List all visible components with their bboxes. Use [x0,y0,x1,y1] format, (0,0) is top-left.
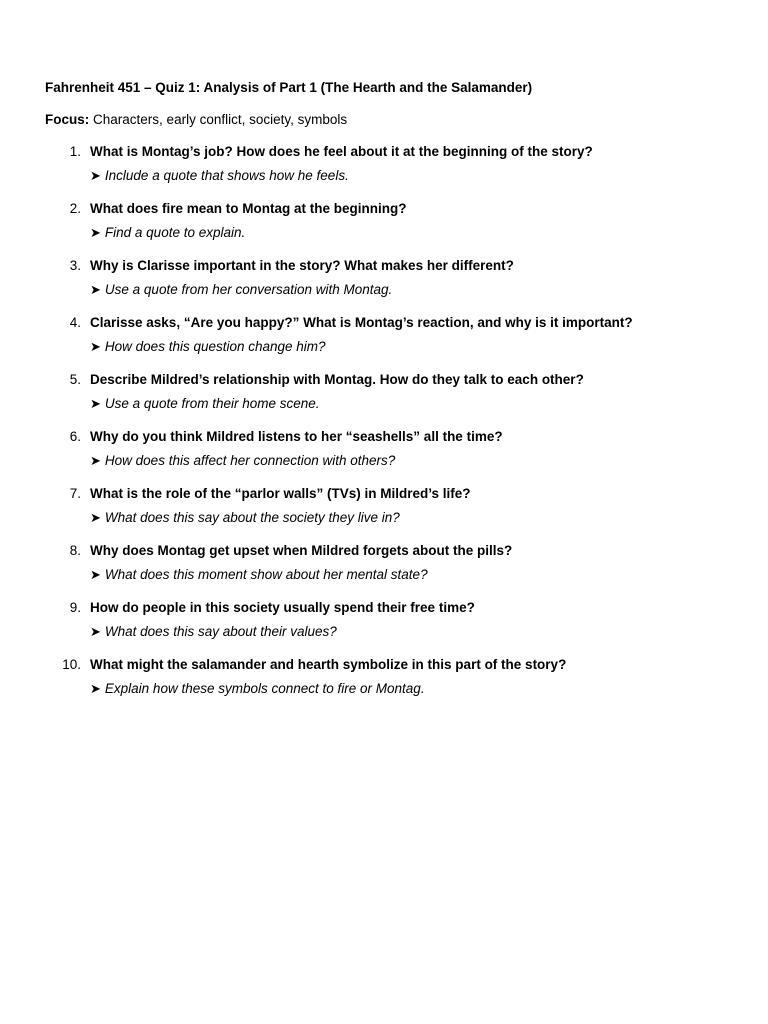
question-hint-text: Use a quote from their home scene. [104,396,320,411]
question-text: Why do you think Mildred listens to her “seashells” all the time? [90,429,503,444]
question-hint [90,281,725,300]
question-hint-text: Use a quote from her conversation with Montag. [104,282,393,297]
arrow-bullet-icon: ➤ [90,169,101,184]
question-hint-text: Include a quote that shows how he feels. [104,168,349,183]
question-hint-text: How does this affect her connection with others? [104,453,396,468]
question-number: 7. [69,486,81,501]
question-item [45,371,725,428]
question-text: What is Montag’s job? How does he feel about it at the beginning of the story? [90,144,593,159]
question-item [45,143,725,200]
focus-text: Characters, early conflict, society, symbols [93,112,348,127]
arrow-bullet-icon: ➤ [90,397,101,412]
document-title: Fahrenheit 451 – Quiz 1: Analysis of Part 1 (The Hearth and the Salamander) [45,80,533,95]
question-text: What does fire mean to Montag at the beginning? [90,201,407,216]
arrow-bullet-icon: ➤ [90,340,101,355]
question-number: 5. [69,372,81,387]
question-list [45,143,725,713]
question-item [45,656,725,713]
arrow-bullet-icon: ➤ [90,511,101,526]
question-hint [90,338,725,357]
question-item [45,542,725,599]
question-hint [90,566,725,585]
question-text: What might the salamander and hearth symbolize in this part of the story? [90,657,567,672]
question-item [45,428,725,485]
question-number: 3. [69,258,81,273]
question-text: Why is Clarisse important in the story? What makes her different? [90,258,514,273]
arrow-bullet-icon: ➤ [90,625,101,640]
question-hint [90,623,725,642]
question-hint [90,224,725,243]
question-item [45,485,725,542]
question-hint [90,167,725,186]
focus-line [45,111,725,129]
question-number: 6. [69,429,81,444]
question-hint-text: What does this say about their values? [104,624,337,639]
question-text: Describe Mildred’s relationship with Montag. How do they talk to each other? [90,372,584,387]
question-number: 2. [69,201,81,216]
question-hint [90,680,725,699]
question-hint-text: Explain how these symbols connect to fire or Montag. [104,681,425,696]
question-text: Why does Montag get upset when Mildred forgets about the pills? [90,543,513,558]
question-number: 9. [69,600,81,615]
question-hint-text: Find a quote to explain. [104,225,246,240]
question-item [45,200,725,257]
question-text: How do people in this society usually spend their free time? [90,600,475,615]
question-hint-text: What does this moment show about her mental state? [104,567,428,582]
arrow-bullet-icon: ➤ [90,283,101,298]
question-number: 1. [69,144,81,159]
arrow-bullet-icon: ➤ [90,454,101,469]
document-page [45,79,725,713]
arrow-bullet-icon: ➤ [90,682,101,697]
question-hint-text: What does this say about the society they live in? [104,510,400,525]
question-hint-text: How does this question change him? [104,339,326,354]
arrow-bullet-icon: ➤ [90,568,101,583]
question-hint [90,509,725,528]
question-item [45,599,725,656]
question-number: 8. [69,543,81,558]
question-item [45,314,725,371]
question-item [45,257,725,314]
question-number: 10. [62,657,81,672]
question-hint [90,395,725,414]
question-hint [90,452,725,471]
arrow-bullet-icon: ➤ [90,226,101,241]
question-text: What is the role of the “parlor walls” (TVs) in Mildred’s life? [90,486,471,501]
question-number: 4. [69,315,81,330]
focus-label: Focus: [45,112,90,127]
question-text: Clarisse asks, “Are you happy?” What is Montag’s reaction, and why is it important? [90,315,633,330]
